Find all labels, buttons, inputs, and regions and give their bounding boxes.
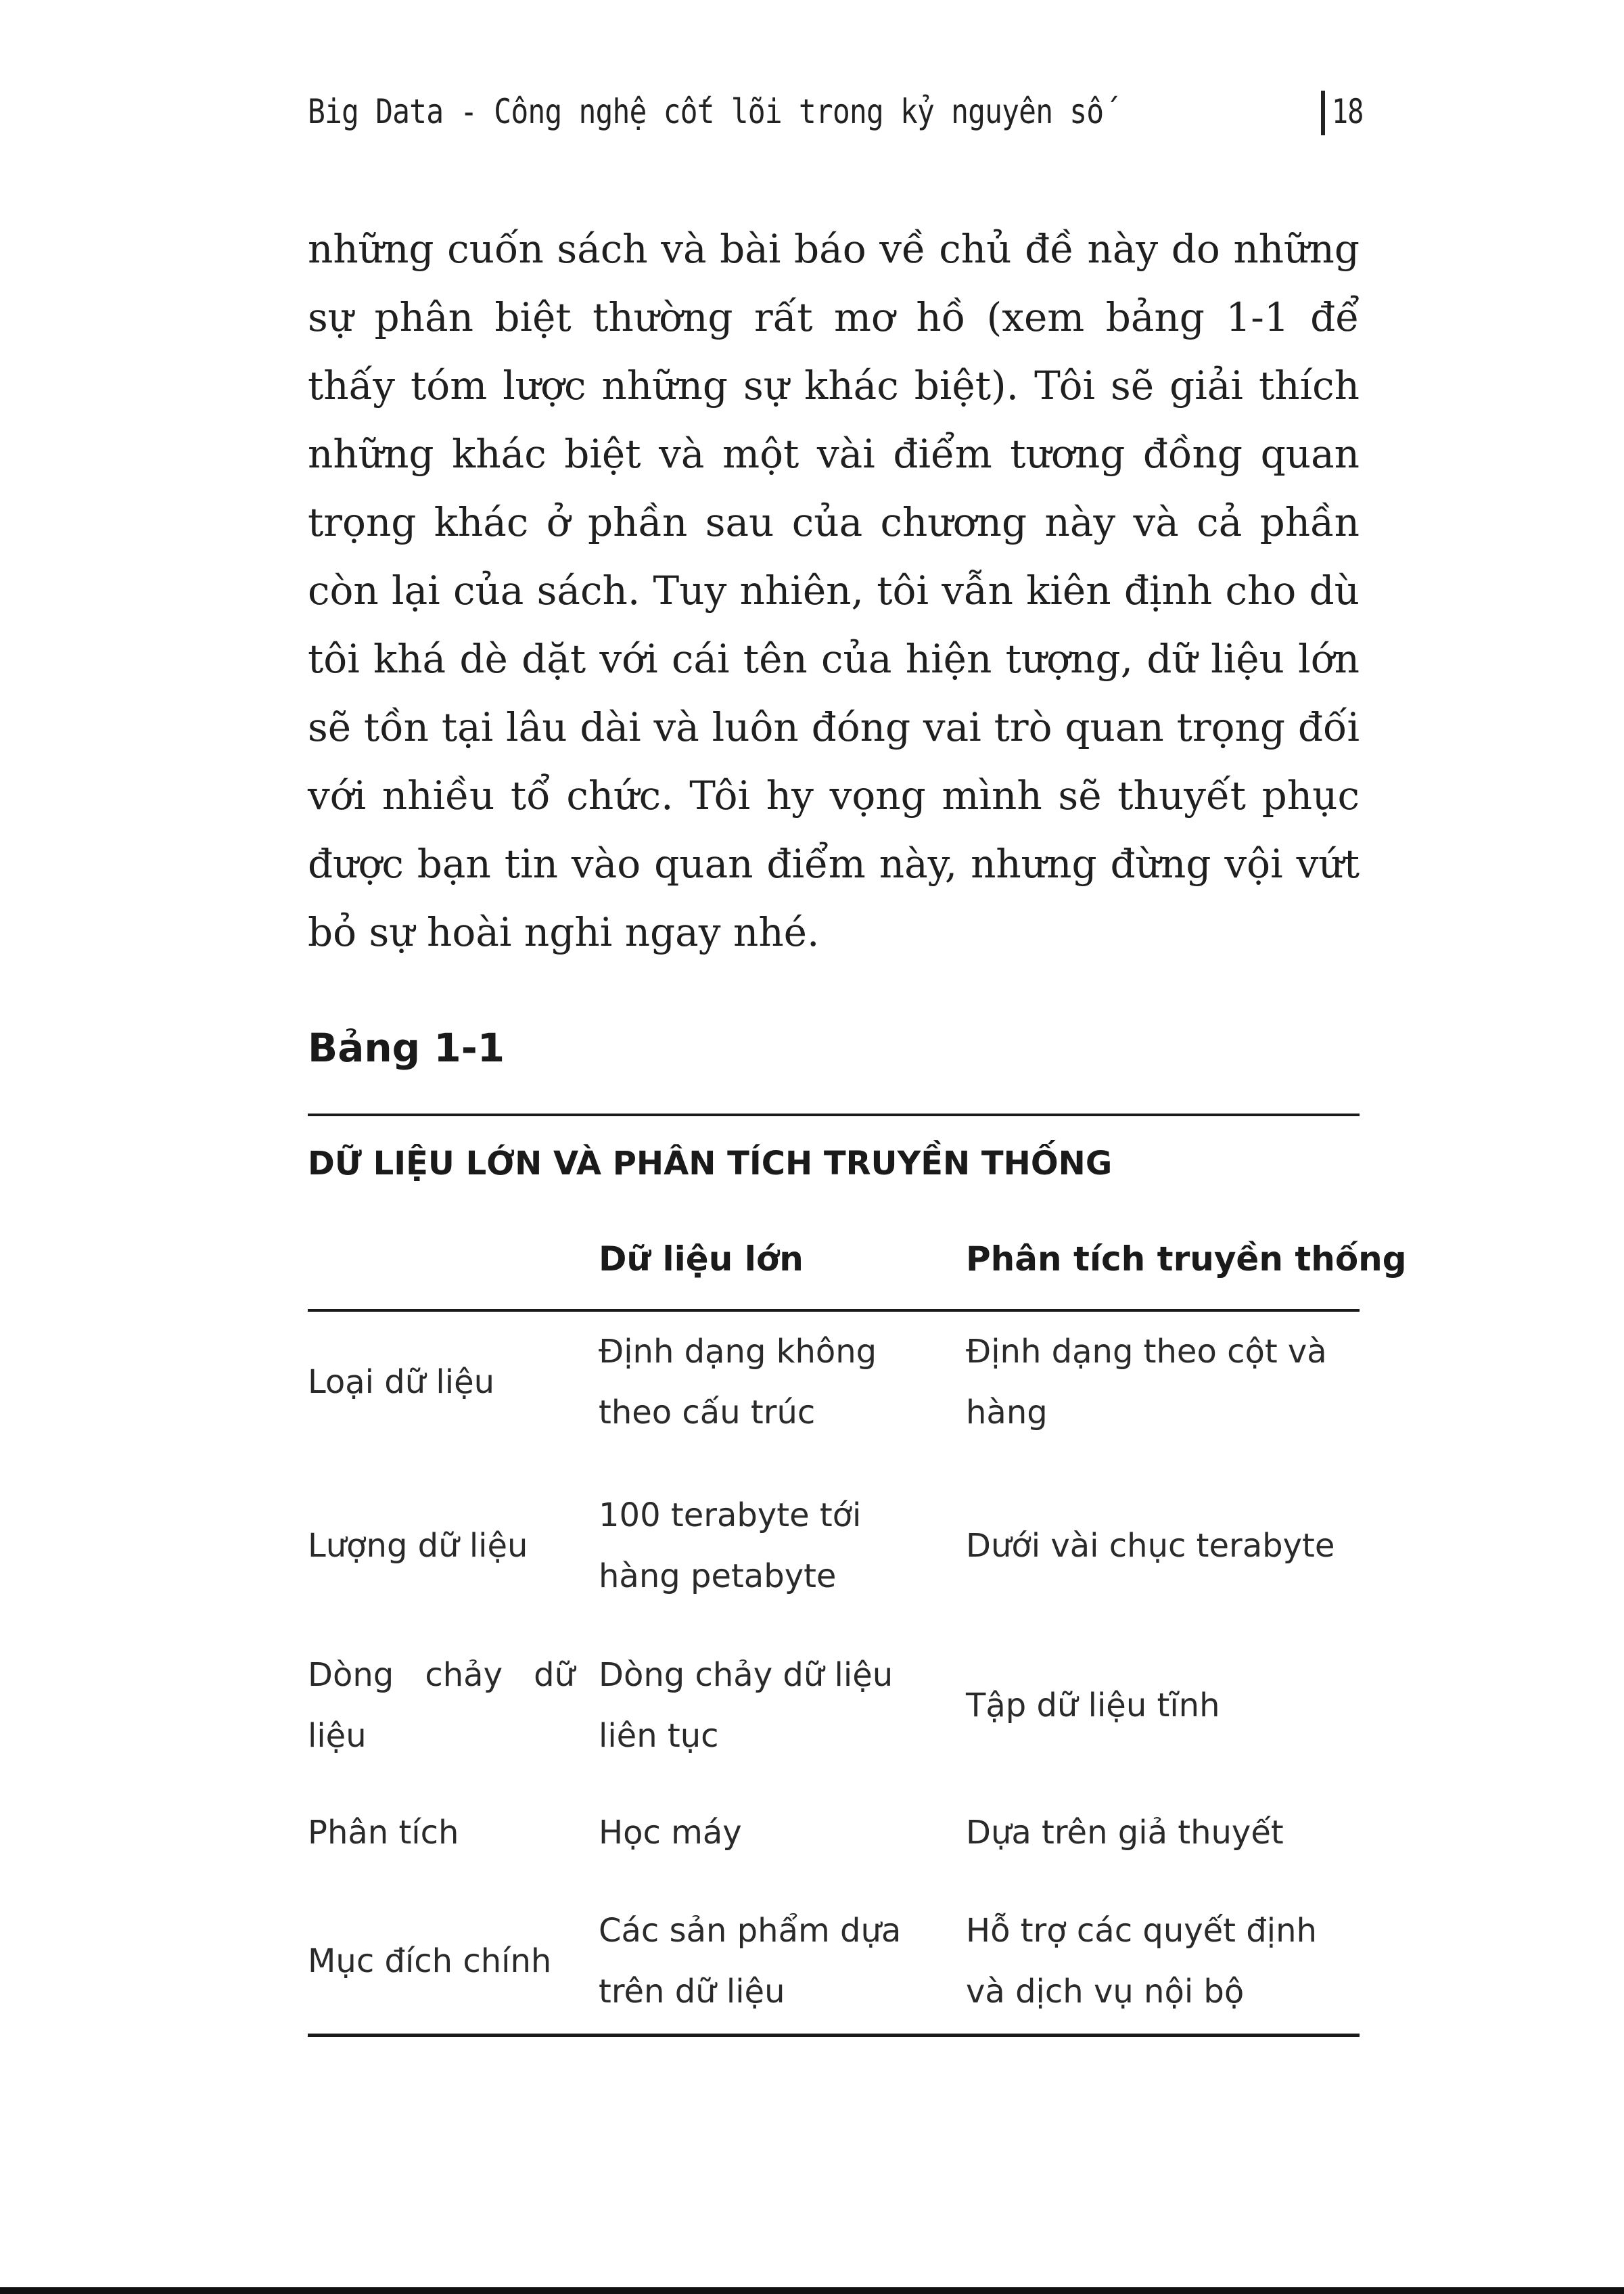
table-bottom-rule bbox=[308, 2034, 1360, 2037]
page-number: 18 bbox=[1332, 92, 1364, 131]
cell-big-data: Các sản phẩm dựa trên dữ liệu bbox=[599, 1912, 902, 2011]
body-paragraph: những cuốn sách và bài báo về chủ đề này do những sự phân biệt thường rất mơ hồ (xem bảng 1-1 để thấy tóm lược những sự khác biệt). Tôi sẽ giải thích những khác biệt và một vài điểm tương đồng quan trọng khác ở phần sau của chương này và cả phần còn lại của sách. Tuy nhiên, tôi vẫn kiên định cho dù tôi khá dè dặt với cái tên của hiện tượng, dữ liệu lớn sẽ tồn tại lâu dài và luôn đóng vai trò quan trọng đối với nhiều tổ chức. Tôi hy vọng mình sẽ thuyết phục được bạn tin vào quan điểm này, nhưng đừng vội vứt bỏ sự hoài nghi ngay nhé. bbox=[308, 226, 1360, 955]
row-label-data-flow: Dòng chảy dữ liệu bbox=[308, 1656, 575, 1755]
table-caption: Bảng 1-1 bbox=[308, 1025, 505, 1071]
column-header-traditional: Phân tích truyền thống bbox=[966, 1239, 1407, 1279]
page-number-divider bbox=[1321, 91, 1325, 135]
cell-traditional: Định dạng theo cột và hàng bbox=[966, 1333, 1327, 1431]
cell-big-data: Dòng chảy dữ liệu liên tục bbox=[599, 1656, 894, 1755]
cell-traditional: Tập dữ liệu tĩnh bbox=[966, 1687, 1220, 1724]
cell-traditional: Hỗ trợ các quyết định và dịch vụ nội bộ bbox=[966, 1912, 1317, 2011]
cell-big-data: Định dạng không theo cấu trúc bbox=[599, 1333, 877, 1431]
running-head bbox=[308, 89, 1364, 143]
row-label-analysis: Phân tích bbox=[308, 1814, 459, 1852]
column-header-big-data: Dữ liệu lớn bbox=[599, 1239, 804, 1279]
cell-traditional: Dưới vài chục terabyte bbox=[966, 1527, 1335, 1565]
row-label-data-type: Loại dữ liệu bbox=[308, 1363, 495, 1401]
cell-big-data: 100 terabyte tới hàng petabyte bbox=[599, 1496, 862, 1595]
scan-bottom-edge bbox=[0, 2287, 1624, 2294]
cell-big-data: Học máy bbox=[599, 1814, 742, 1852]
book-title: Big Data - Công nghệ cốt lõi trong kỷ nguyên số bbox=[308, 92, 1104, 131]
table-header-rule bbox=[308, 1309, 1360, 1312]
table-top-rule bbox=[308, 1114, 1360, 1116]
cell-traditional: Dựa trên giả thuyết bbox=[966, 1814, 1284, 1852]
table-title: DỮ LIỆU LỚN VÀ PHÂN TÍCH TRUYỀN THỐNG bbox=[308, 1145, 1113, 1183]
row-label-data-volume: Lượng dữ liệu bbox=[308, 1527, 528, 1565]
row-label-main-purpose: Mục đích chính bbox=[308, 1942, 552, 1980]
